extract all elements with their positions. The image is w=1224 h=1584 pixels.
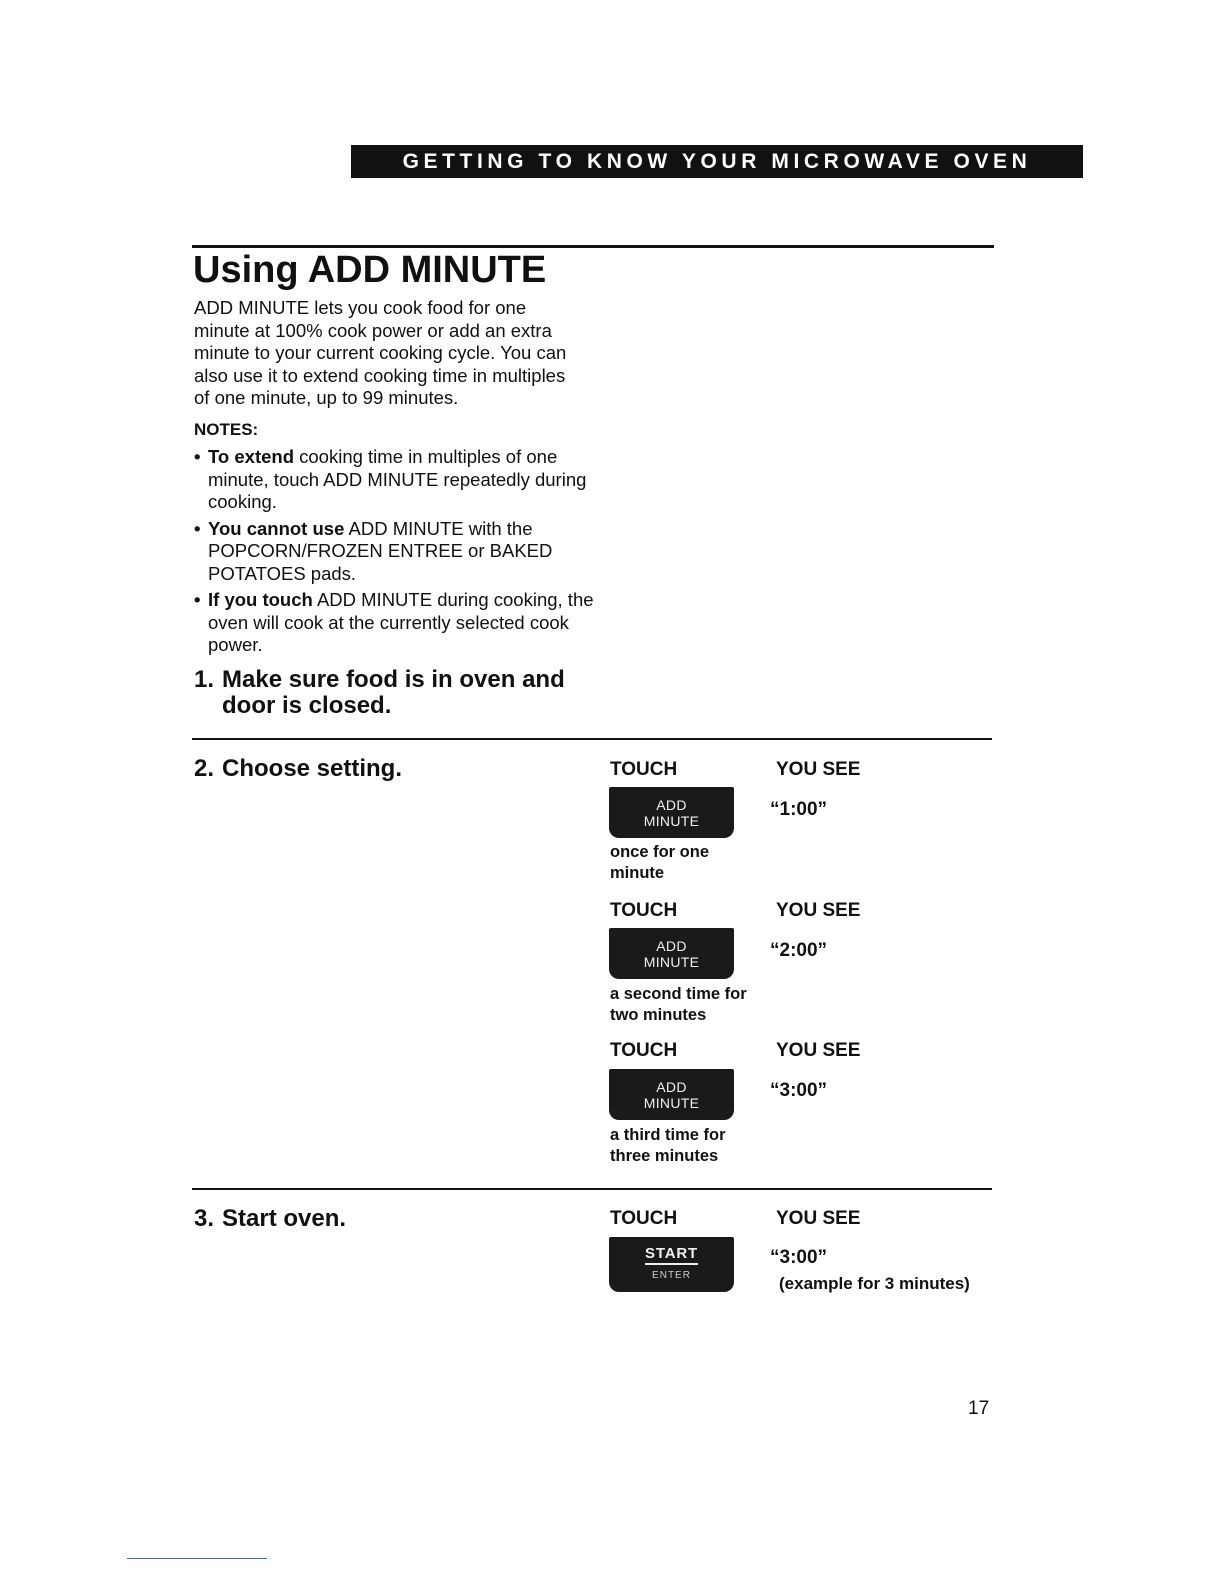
section-banner — [351, 145, 1083, 178]
display-readout: “3:00” — [770, 1080, 828, 1101]
note-text: cooking time in multiples of one minute, touch ADD MINUTE repeatedly during cooking. — [208, 446, 587, 512]
step-text: Start oven. — [222, 1205, 347, 1232]
display-readout: “1:00” — [770, 799, 828, 820]
touch-header: TOUCH — [610, 1208, 678, 1229]
step-2 — [194, 756, 402, 782]
note-lead: If you touch — [208, 589, 313, 610]
intro-paragraph: ADD MINUTE lets you cook food for one minute at 100% cook power or add an extra minute to your current cooking cycle. You can also use it to extend cooking time in multiples of one minute, up to 99 minutes. — [194, 297, 567, 408]
you-see-header: YOU SEE — [776, 1040, 861, 1061]
step-number: 1. — [194, 666, 215, 693]
start-enter-pad[interactable] — [609, 1237, 734, 1292]
step-3 — [194, 1206, 346, 1232]
add-minute-pad[interactable] — [609, 928, 734, 979]
note-lead: You cannot use — [208, 517, 345, 539]
you-see-header: YOU SEE — [776, 1208, 861, 1229]
display-readout: “3:00” — [770, 1247, 828, 1268]
pad-label-top: ADD — [656, 937, 687, 954]
step-number: 3. — [194, 1205, 215, 1232]
note-text: ADD MINUTE with the POPCORN/FROZEN ENTREE or BAKED POTATOES pads. — [208, 517, 553, 584]
you-see-header: YOU SEE — [776, 900, 861, 921]
step-1 — [194, 667, 565, 719]
footer-line — [127, 1558, 267, 1559]
page-title: Using ADD MINUTE — [193, 249, 547, 291]
step-text: Choose setting. — [222, 755, 403, 782]
touch-caption: a third time for three minutes — [610, 1126, 726, 1165]
touch-header: TOUCH — [610, 759, 678, 780]
step-text: Make sure food is in oven and — [222, 666, 565, 693]
touch-header: TOUCH — [610, 900, 678, 921]
step-number: 2. — [194, 755, 215, 782]
pad-label-bottom: MINUTE — [643, 953, 700, 970]
note-item: • To extend cooking time in multiples of one minute, touch ADD MINUTE repeatedly during cooking. — [194, 446, 587, 512]
touch-header: TOUCH — [610, 1040, 678, 1061]
add-minute-pad[interactable] — [609, 1069, 734, 1120]
pad-label-top: START — [645, 1246, 698, 1265]
touch-caption: a second time for two minutes — [610, 985, 747, 1024]
pad-label-bottom: ENTER — [652, 1269, 691, 1281]
touch-caption: once for one minute — [610, 843, 710, 882]
pad-label-top: ADD — [656, 796, 687, 813]
page-number: 17 — [968, 1398, 990, 1419]
you-see-header: YOU SEE — [776, 759, 861, 780]
step-divider — [192, 738, 992, 740]
step-divider — [192, 1188, 992, 1190]
banner-text: GETTING TO KNOW YOUR MICROWAVE OVEN — [402, 149, 1032, 173]
step-text-cont: door is closed. — [222, 692, 392, 719]
note-item: • If you touch ADD MINUTE during cooking, the oven will cook at the currently selected cook power. — [194, 589, 594, 655]
pad-label-bottom: MINUTE — [643, 1094, 700, 1111]
add-minute-pad[interactable] — [609, 787, 734, 838]
note-item: • You cannot use ADD MINUTE with the POPCORN/FROZEN ENTREE or BAKED POTATOES pads. — [194, 517, 553, 584]
display-readout: “2:00” — [770, 940, 828, 961]
notes-label: NOTES: — [194, 420, 259, 439]
notes-list — [194, 446, 594, 661]
pad-label-top: ADD — [656, 1078, 687, 1095]
note-text: ADD MINUTE during cooking, the oven will cook at the currently selected cook power. — [208, 589, 594, 655]
pad-label-bottom: MINUTE — [643, 812, 700, 829]
note-lead: To extend — [208, 446, 294, 467]
example-note: (example for 3 minutes) — [779, 1274, 970, 1293]
